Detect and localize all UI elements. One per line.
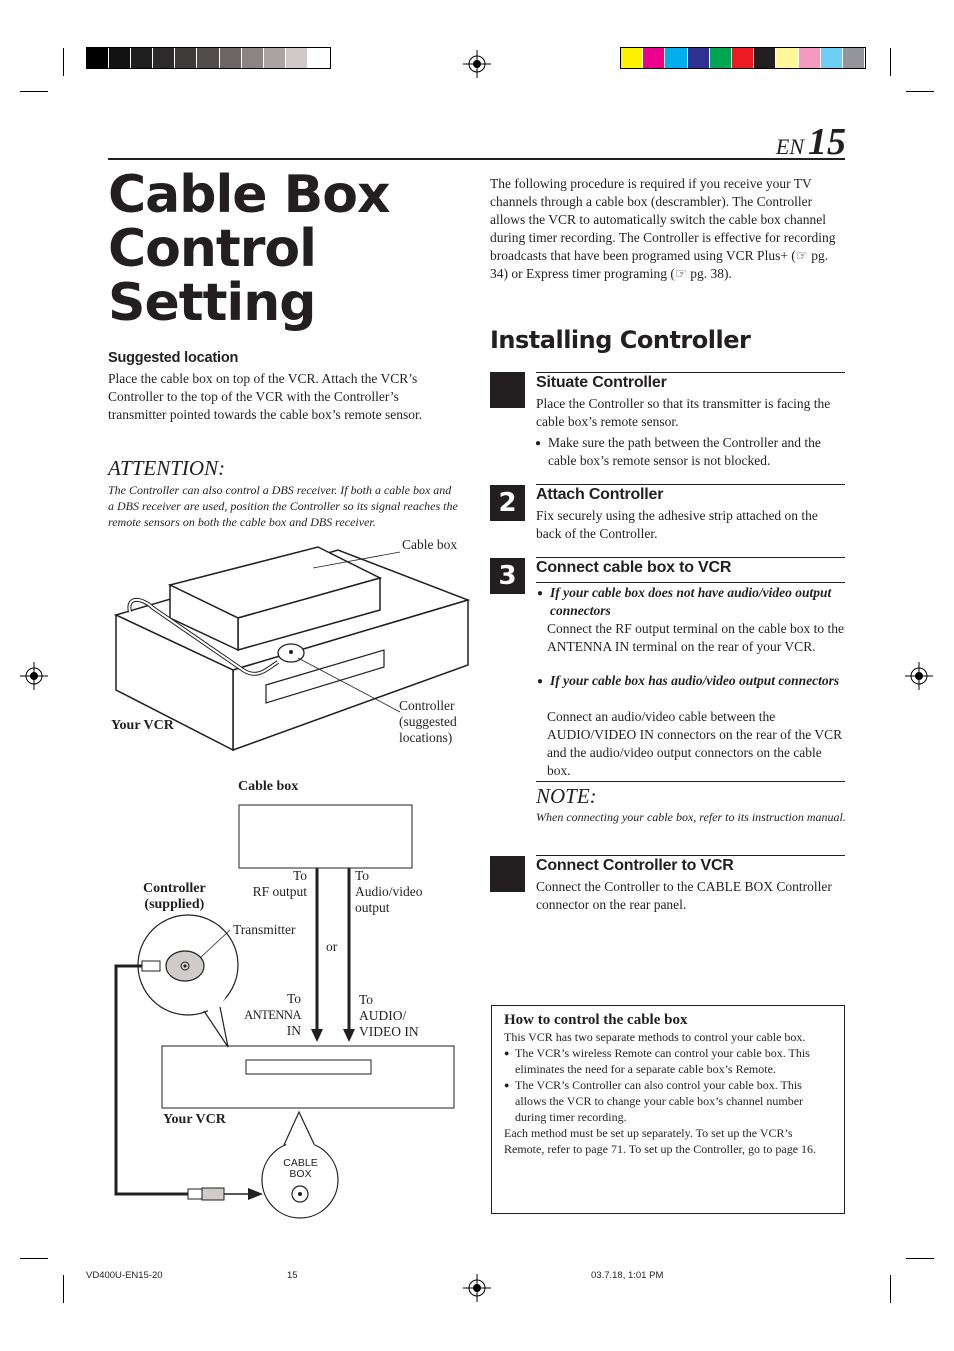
note-text: When connecting your cable box, refer to its instruction manual. (536, 810, 846, 824)
how-to-bullet-1 (504, 1045, 832, 1077)
step-2-marker: 2 (490, 485, 525, 521)
color-swatch (843, 48, 865, 68)
footer-file: VD400U-EN15-20 (86, 1270, 163, 1281)
step-2-rule (536, 484, 845, 485)
step-3-marker: 3 (490, 558, 525, 594)
title-line-3: Setting (108, 273, 316, 333)
registration-mark-icon (463, 50, 491, 78)
color-swatch (754, 48, 776, 68)
color-swatch (665, 48, 687, 68)
color-swatch (799, 48, 821, 68)
step-4-title: Connect Controller to VCR (536, 857, 734, 874)
crop-mark (20, 91, 48, 92)
page-title (108, 165, 390, 333)
installing-heading: Installing Controller (490, 326, 751, 354)
header-rule (108, 158, 845, 160)
how-to-outro: Each method must be set up separately. To set up the VCR’s Remote, refer to page 71. To set up the Controller, go to page 16. (504, 1126, 817, 1156)
color-swatch (776, 48, 798, 68)
crop-mark (906, 91, 934, 92)
page-number: 15 (808, 121, 846, 163)
step-2-title: Attach Controller (536, 486, 664, 503)
note-rule (536, 781, 845, 782)
bullet-icon: ● (504, 1080, 510, 1090)
color-swatch (710, 48, 732, 68)
suggested-location-text: Place the cable box on top of the VCR. Attach the VCR’s Controller to the top of the VCR with the Controller’s transmitter pointed towards the cable box’s remote sensor. (108, 371, 423, 422)
color-swatch (621, 48, 643, 68)
crop-mark (890, 48, 891, 76)
diagram-av-output-line-1: Audio/video (355, 884, 423, 899)
how-to-intro: This VCR has two separate methods to control your cable box. (504, 1030, 806, 1044)
gray-swatch (153, 48, 175, 68)
crop-mark (63, 48, 64, 76)
diagram-transmitter-label: Transmitter (233, 922, 296, 937)
diagram-av-output-line-2: output (355, 900, 390, 915)
intro-paragraph: The following procedure is required if you receive your TV channels through a cable box (descrambler). The Controller allows the VCR to automatically switch the cable box channel during timer recording. The Controller is effective for recording broadcasts that have been programed using VCR Plus+ (☞ pg. 34) or Express timer programing (☞ pg. 38). (490, 176, 836, 281)
note-heading: NOTE: (536, 784, 597, 808)
diagram-rf-output: RF output (252, 884, 307, 899)
diagram-to-1: To (292, 868, 307, 883)
diagram-to-4: To (359, 992, 374, 1007)
footer-page: 15 (287, 1270, 298, 1281)
step-3-case-1-title: ● If your cable box does not have audio/video output connectors (550, 584, 840, 620)
crop-mark (20, 1258, 48, 1259)
illus-cable-box-label: Cable box (402, 537, 458, 552)
how-to-control-box (491, 1005, 845, 1214)
page-header (776, 120, 846, 164)
footer-date: 03.7.18, 1:01 PM (591, 1270, 664, 1281)
gray-swatch (87, 48, 109, 68)
gray-swatch (175, 48, 197, 68)
step-1-marker (490, 372, 525, 408)
registration-mark-icon (905, 662, 933, 690)
step-4-rule (536, 855, 845, 856)
color-swatch (688, 48, 710, 68)
diagram-av-in-label (359, 992, 419, 1040)
diagram-to-3: To (286, 991, 301, 1006)
diagram-cable-box-label: Cable box (238, 779, 299, 794)
bullet-icon: ● (504, 1048, 510, 1058)
illus-controller-label (399, 698, 457, 746)
illus-controller-line-2: (suggested (399, 714, 457, 729)
step-1-title: Situate Controller (536, 374, 667, 391)
grayscale-calibration-strip (86, 47, 331, 69)
diagram-audio: AUDIO/ (359, 1008, 407, 1023)
step-3-case-2-title: ● If your cable box has audio/video output connectors (550, 672, 840, 690)
diagram-antenna-in-label (239, 991, 301, 1039)
cable-jack-line-2: BOX (289, 1168, 312, 1180)
crop-mark (63, 1275, 64, 1303)
diagram-controller-line-2: (supplied) (144, 897, 205, 912)
color-swatch (732, 48, 754, 68)
attention-heading: ATTENTION: (108, 456, 226, 480)
title-line-2: Control (108, 219, 316, 279)
cable-jack-line-1: CABLE (283, 1157, 318, 1169)
step-4-marker (490, 856, 525, 892)
gray-swatch (286, 48, 308, 68)
how-to-bullet-2-text: The VCR’s Controller can also control your cable box. This allows the VCR to change your cable box’s channel number during timer recording. (515, 1078, 804, 1124)
gray-swatch (131, 48, 153, 68)
diagram-controller-label (143, 881, 206, 913)
title-line-1: Cable Box (108, 165, 390, 225)
registration-mark-icon (463, 1274, 491, 1302)
gray-swatch (264, 48, 286, 68)
step-1-bullet: ● Make sure the path between the Controller and the cable box’s remote sensor is not blocked. (548, 434, 845, 470)
color-swatch (643, 48, 665, 68)
step-3-title-rule (536, 582, 845, 583)
step-1-text: Place the Controller so that its transmitter is facing the cable box’s remote sensor. (536, 396, 831, 429)
diagram-in: IN (286, 1023, 301, 1038)
diagram-your-vcr-label: Your VCR (163, 1112, 226, 1127)
gray-swatch (197, 48, 219, 68)
gray-swatch (109, 48, 131, 68)
en-label: EN (775, 134, 804, 159)
how-to-bullet-2 (504, 1077, 832, 1125)
color-calibration-strip (620, 47, 866, 69)
step-3-case-1-text: Connect the RF output terminal on the cable box to the ANTENNA IN terminal on the rear of your VCR. (547, 621, 844, 654)
how-to-bullet-1-text: The VCR’s wireless Remote can control your cable box. This eliminates the need for a separate cable box’s Remote. (515, 1046, 810, 1076)
crop-mark (890, 1275, 891, 1303)
step-1-rule (536, 372, 845, 373)
registration-mark-icon (20, 662, 48, 690)
gray-swatch (308, 48, 330, 68)
diagram-or-label: or (326, 939, 338, 954)
diagram-video-in: VIDEO IN (359, 1024, 419, 1039)
crop-mark (906, 1258, 934, 1259)
gray-swatch (220, 48, 242, 68)
step-3-rule (536, 557, 845, 558)
suggested-location-heading: Suggested location (108, 350, 239, 366)
step-4-text: Connect the Controller to the CABLE BOX Controller connector on the rear panel. (536, 879, 832, 912)
diagram-rf-output-label (246, 868, 307, 900)
color-swatch (821, 48, 843, 68)
step-3-case-2-text: Connect an audio/video cable between the AUDIO/VIDEO IN connectors on the rear of the VCR and the audio/video output connectors on the cable box. (547, 709, 843, 778)
illus-controller-line-3: locations) (399, 730, 453, 745)
attention-text: The Controller can also control a DBS receiver. If both a cable box and a DBS receiver are used, position the Controller so its signal reaches the remote sensors on both the cable box and DBS receiver. (108, 483, 458, 529)
how-to-heading: How to control the cable box (504, 1012, 688, 1028)
gray-swatch (242, 48, 264, 68)
illus-your-vcr-label: Your VCR (111, 718, 174, 733)
diagram-to-2: To (355, 868, 370, 883)
diagram-av-output-label (355, 868, 423, 916)
diagram-cable-box-jack-label (273, 1158, 328, 1180)
diagram-controller-line-1: Controller (143, 881, 206, 896)
step-3-title: Connect cable box to VCR (536, 559, 732, 576)
step-2-text: Fix securely using the adhesive strip attached on the back of the Controller. (536, 508, 818, 541)
illus-controller-line-1: Controller (399, 698, 455, 713)
diagram-antenna: ANTENNA (244, 1008, 301, 1022)
